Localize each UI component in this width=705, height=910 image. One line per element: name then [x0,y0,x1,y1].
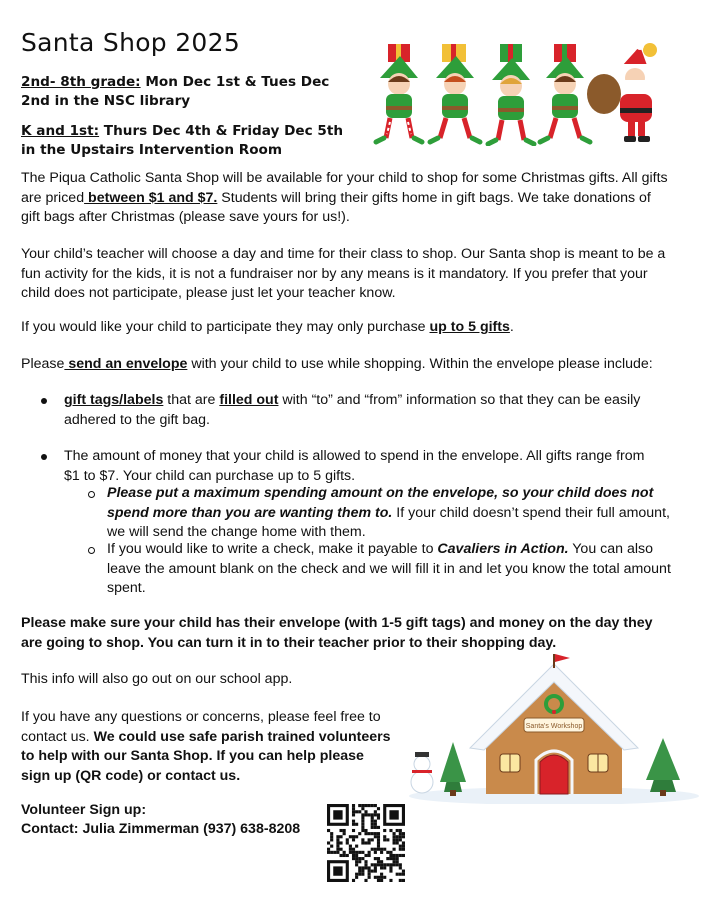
gift-tags-post: with “to” and “from” information so that they can be easily adhered to the gift bag. [64,392,641,428]
gift-tags-emphasis: gift tags/labels [64,392,164,408]
reminder-paragraph: Please make sure your child has their envelope (with 1-5 gift tags) and money on the day they are going to shop. You can turn it in to their teacher prior to their shopping day. [21,615,653,651]
volunteer-request: We could use safe parish trained volunteers to help with our Santa Shop. If you can help please sign up (QR code) or contact us. [21,728,391,784]
envelope-pre: Please [21,356,65,372]
intro-paragraph [21,169,669,228]
envelope-post: with your child to use while shopping. Within the envelope please include: [187,356,653,372]
volunteer-qr-code[interactable] [327,804,405,882]
questions-paragraph [21,708,396,786]
check-pre: If you would like to write a check, make it payable to [107,541,438,557]
filled-out-emphasis: filled out [219,392,279,408]
check-post: You can also leave the amount blank on the check and we will fill it in and let you know the total amount spent. [107,541,671,596]
questions-pre: If you have any questions or concerns, please feel free to contact us. [21,709,381,745]
volunteer-signup-label: Volunteer Sign up: [21,802,147,818]
teacher-paragraph: Your child’s teacher will choose a day and time for their class to shop. Our Santa shop is meant to be a fun activity for the kids, it is not a fundraiser nor by any means is it mandatory. If you prefer that your child does not participate, please just let your teacher know. [21,246,666,301]
elf-figure [430,44,480,142]
limit-text: If you would like your child to participate they may only purchase [21,319,430,335]
gift-limit-paragraph [21,318,669,338]
tree-icon [440,742,466,796]
volunteer-contact: Contact: Julia Zimmerman (937) 638-8208 [21,821,301,837]
intro-text: The Piqua Catholic Santa Shop will be available for your child to shop for some Christmas gifts. All gifts are priced [21,170,668,206]
gift-tags-mid: that are [163,392,220,408]
sub-bullet-marker [88,547,95,554]
page-title: Santa Shop 2025 [21,28,241,57]
schedule-when: Mon Dec 1st & Tues Dec 2nd in the NSC library [21,74,330,109]
snowman-icon [411,752,433,793]
schedule-grade-label: K and 1st: [21,123,100,139]
santas-workshop-illustration [404,654,699,804]
elf-figure [376,44,422,142]
elves-santa-illustration [362,38,662,146]
intro-text-end: Students will bring their gifts home in gift bags. We take donations of gift bags after Christmas (please save yours for us!). [21,189,651,225]
envelope-emphasis: send an envelope [64,356,188,372]
bullet-marker [41,454,47,460]
sub-bullet-marker [88,491,95,498]
workshop-sign-text: Santa's Workshop [525,723,583,730]
elf-figure [540,44,590,142]
sub-bullet-check [107,540,672,599]
schedule-upper-grades [21,73,361,111]
schedule-grade-label: 2nd- 8th grade: [21,74,141,90]
limit-emphasis: up to 5 gifts [429,319,510,335]
app-note: This info will also go out on our school app. [21,671,293,687]
tree-icon [646,738,680,796]
price-range: between $1 and $7. [84,189,218,206]
max-amount-emphasis: Please put a maximum spending amount on the envelope, so your child does not spend more than you are wanting them to. [107,485,654,521]
envelope-paragraph [21,355,669,375]
max-amount-post: If your child doesn’t spend their full amount, we will send the change home with them. [107,504,670,540]
bullet-money: The amount of money that your child is allowed to spend in the envelope. All gifts range from $1 to $7. Your child can purchase up to 5 gifts. [64,448,645,484]
schedule-lower-grades [21,122,361,160]
elf-figure [488,44,534,144]
sub-bullet-max-amount [107,484,672,543]
limit-end: . [509,319,514,335]
santa-figure [587,42,657,142]
payee-emphasis: Cavaliers in Action. [437,541,569,557]
bullet-gift-tags [64,391,654,430]
bullet-marker [41,398,47,404]
schedule-when: Thurs Dec 4th & Friday Dec 5th in the Upstairs Intervention Room [21,123,344,158]
